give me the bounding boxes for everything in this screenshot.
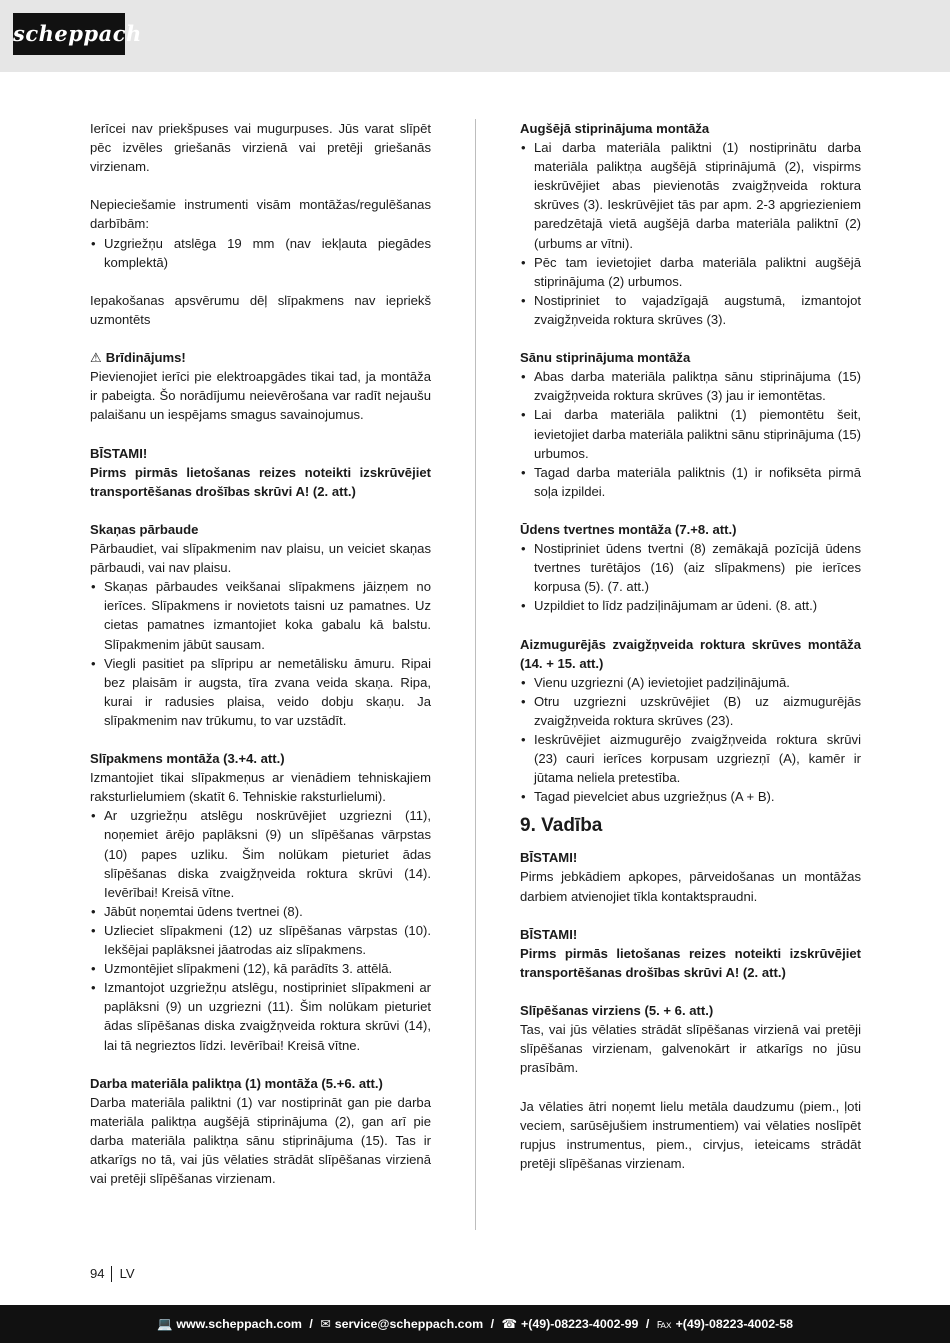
list-item: • Jābūt noņemtai ūdens tvertnei (8). — [90, 902, 431, 921]
danger-heading: BĪSTAMI! — [520, 850, 578, 866]
footer-separator: / — [645, 1317, 650, 1331]
phone-number[interactable]: +(49)-08223-4002-99 — [520, 1317, 639, 1331]
language-code: LV — [119, 1266, 135, 1281]
grinding-direction-text: Tas, vai jūs vēlaties strādāt slīpēšanas virzienā vai pretēji slīpēšanas virzienam, galvenokārt ir atkarīgs no jūsu prasībām. — [520, 1022, 861, 1076]
page-footer — [0, 1305, 950, 1343]
stone-mounting-heading: Slīpakmens montāža (3.+4. att.) — [90, 751, 285, 767]
list-item: • Izmantojot uzgriežņu atslēgu, nostipriniet slīpakmeni ar paplāksni (9) un uzgriezni (11). Šim nolūkam pieturiet ādas slīpēšanas diska zvaigžņveida roktura skrūvi (14), lai tā negrieztos līdzi. Ievērībai! Kreisā vītne. — [90, 978, 431, 1054]
intro-paragraph: Ierīcei nav priekšpuses vai mugurpuses. Jūs varat slīpēt pēc izvēles griešanās virzienā vai pretēji griešanās virzienam. — [90, 121, 431, 175]
list-item: • Viegli pasitiet pa slīpripu ar nemetālisku āmuru. Ripai bez plaisām ir augsta, tīra zvana veida skaņa. Ripa, kurai ir radusies plaisa, veido dobju skaņu. Ja slīpakmenim nav trūkumu, to var uzstādīt. — [90, 654, 431, 730]
stone-mounting-text: Izmantojiet tikai slīpakmeņus ar vienādiem tehniskajiem raksturlielumiem (skatīt 6. Tehniskie raksturlielumi). — [90, 770, 431, 805]
side-mount-heading: Sānu stiprinājuma montāža — [520, 350, 691, 366]
danger-text: Pirms pirmās lietošanas reizes noteikti izskrūvējiet transportēšanas drošības skrūvi A! (2. att.) — [520, 945, 861, 980]
fax-number: +(49)-08223-4002-58 — [675, 1317, 794, 1331]
warning-heading: ⚠ Brīdinājums! — [90, 350, 186, 366]
list-item: • Vienu uzgriezni (A) ievietojiet padziļinājumā. — [520, 673, 861, 692]
packaging-paragraph: Iepakošanas apsvērumu dēļ slīpakmens nav iepriekš uzmontēts — [90, 292, 431, 327]
list-item: • Ieskrūvējiet aizmugurējo zvaigžņveida roktura skrūvi (23) cauri ierīces korpusam uzgriezņī (A), kamēr ir jūtama neliela pretestība. — [520, 730, 861, 787]
list-item: • Tagad pievelciet abus uzgriežņus (A + B). — [520, 787, 861, 806]
grinding-direction-heading: Slīpēšanas virziens (5. + 6. att.) — [520, 1003, 714, 1019]
list-item: • Ar uzgriežņu atslēgu noskrūvējiet uzgriezni (11), noņemiet ārējo paplāksni (9) un slīpēšanas vārpstas (10) papes uzliku. Šim nolūkam pieturiet ādas slīpēšanas diska zvaigžņveida roktura skrūvi (14). Ievērībai! Kreisā vītne. — [90, 806, 431, 901]
upper-mount-list — [520, 138, 861, 329]
fax-icon: ℻ — [656, 1317, 672, 1331]
computer-icon: 💻 — [156, 1317, 173, 1331]
phone-icon: ☎ — [501, 1317, 517, 1331]
list-item: • Uzgriežņu atslēga 19 mm (nav iekļauta piegādes komplektā) — [90, 234, 431, 272]
email-link[interactable]: service@scheppach.com — [334, 1317, 484, 1331]
warning-text: Pievienojiet ierīci pie elektroapgādes tikai tad, ja montāža ir pabeigta. Šo norādījumu neievērošana var radīt nejaušu palaišanu un iespējams smagus savainojumus. — [90, 369, 431, 423]
list-item: • Otru uzgriezni uzskrūvējiet (B) uz aizmugurējās zvaigžņveida roktura skrūves (23). — [520, 692, 861, 730]
tool-rest-heading: Darba materiāla paliktņa (1) montāža (5.+6. att.) — [90, 1075, 383, 1091]
stone-mounting-list — [90, 806, 431, 1054]
list-item: • Nostipriniet to vajadzīgajā augstumā, izmantojot zvaigžņveida roktura skrūves (3). — [520, 291, 861, 329]
grinding-direction-text-2: Ja vēlaties ātri noņemt lielu metāla daudzumu (piem., ļoti veciem, sarūsējušiem instrumentiem) vai vēlaties noslīpēt rupjus instrumentus, piem., cirvjus, ieteicams strādāt pretēji slīpēšanas virzienam. — [520, 1098, 861, 1171]
list-item: • Lai darba materiāla paliktni (1) nostiprinātu darba materiāla paliktņa augšējā stiprinājumā (2), vispirms ieskrūvējiet abas pievienotās zvaigžņveida roktura skrūves (3). Ieskrūvējiet tās par apm. 2-3 apgriezieniem paredzētajā vietā augšējā darba materiāla paliktnī (2) (urbums ar vītni). — [520, 138, 861, 253]
list-item: • Skaņas pārbaudes veikšanai slīpakmens jāizņem no ierīces. Slīpakmens ir novietots taisni uz pamatnes. Uz cietas pamatnes izmantojiet koka gabalu kā balstu. Slīpakmenim jābūt sausam. — [90, 577, 431, 653]
danger-heading: BĪSTAMI! — [90, 445, 148, 461]
page-number-divider — [111, 1266, 112, 1282]
mail-icon: ✉ — [320, 1317, 331, 1331]
list-item: • Lai darba materiāla paliktni (1) piemontētu šeit, ievietojiet darba materiāla paliktni sānu stiprinājuma (15) urbumos. — [520, 405, 861, 462]
upper-mount-heading: Augšējā stiprinājuma montāža — [520, 121, 710, 136]
section-heading: 9. Vadība — [520, 815, 603, 837]
list-item: • Uzlieciet slīpakmeni (12) uz slīpēšanas vārpstas (10). Iekšējai paplāksnei jāatrodas aiz slīpakmens. — [90, 921, 431, 959]
tools-paragraph: Nepieciešamie instrumenti visām montāžas/regulēšanas darbībām: — [90, 197, 431, 232]
page-header — [0, 0, 950, 72]
column-divider — [475, 119, 476, 1230]
warning-icon: ⚠ — [90, 350, 102, 366]
footer-separator: / — [309, 1317, 313, 1331]
sound-check-text: Pārbaudiet, vai slīpakmenim nav plaisu, un veiciet skaņas pārbaudi, vai nav plaisu. — [90, 541, 431, 576]
water-tank-heading: Ūdens tvertnes montāža (7.+8. att.) — [520, 521, 737, 537]
list-item: • Nostipriniet ūdens tvertni (8) zemākajā pozīcijā ūdens tvertnes turētājos (16) (aiz slīpakmens) pie ierīces korpusa (5). (7. att.) — [520, 539, 861, 596]
website-link[interactable]: www.scheppach.com — [176, 1317, 302, 1331]
danger-text: Pirms jebkādiem apkopes, pārveidošanas un montāžas darbiem atvienojiet tīkla kontaktspraudni. — [520, 869, 861, 904]
footer-separator: / — [490, 1317, 495, 1331]
list-item: • Pēc tam ievietojiet darba materiāla paliktni augšējā stiprinājuma (2) urbumos. — [520, 253, 861, 291]
page-number — [90, 1265, 135, 1283]
danger-text: Pirms pirmās lietošanas reizes noteikti izskrūvējiet transportēšanas drošības skrūvi A! (2. att.) — [90, 464, 431, 499]
water-tank-list — [520, 539, 861, 615]
list-item: • Uzmontējiet slīpakmeni (12), kā parādīts 3. attēlā. — [90, 959, 431, 978]
rear-screw-list — [520, 673, 861, 807]
sound-check-heading: Skaņas pārbaude — [90, 521, 199, 537]
rear-screw-heading: Aizmugurējās zvaigžņveida roktura skrūves montāža (14. + 15. att.) — [520, 636, 861, 671]
sound-check-list — [90, 577, 431, 730]
tool-rest-text: Darba materiāla paliktni (1) var nostiprināt gan pie darba materiāla paliktņa augšējā stiprinājuma (2), gan arī pie darba materiāla paliktņa sānu stiprinājuma (15). Tas ir atkarīgs no tā, vai jūs vēlaties strādāt slīpēšanas virzienā vai pretēji slīpēšanas virzienam. — [90, 1094, 431, 1187]
list-item: • Tagad darba materiāla paliktnis (1) ir nofiksēta pirmā soļa izpildei. — [520, 463, 861, 501]
list-item: • Uzpildiet to līdz padziļinājumam ar ūdeni. (8. att.) — [520, 596, 861, 615]
left-column — [90, 119, 431, 1188]
danger-heading: BĪSTAMI! — [520, 926, 578, 942]
side-mount-list — [520, 367, 861, 501]
right-column — [520, 119, 861, 1173]
brand-logo: scheppach — [13, 13, 125, 55]
list-item: • Abas darba materiāla paliktņa sānu stiprinājuma (15) zvaigžņveida roktura skrūves (3) jau ir iemontētas. — [520, 367, 861, 405]
tools-list — [90, 234, 431, 272]
page-number-value: 94 — [90, 1266, 105, 1281]
